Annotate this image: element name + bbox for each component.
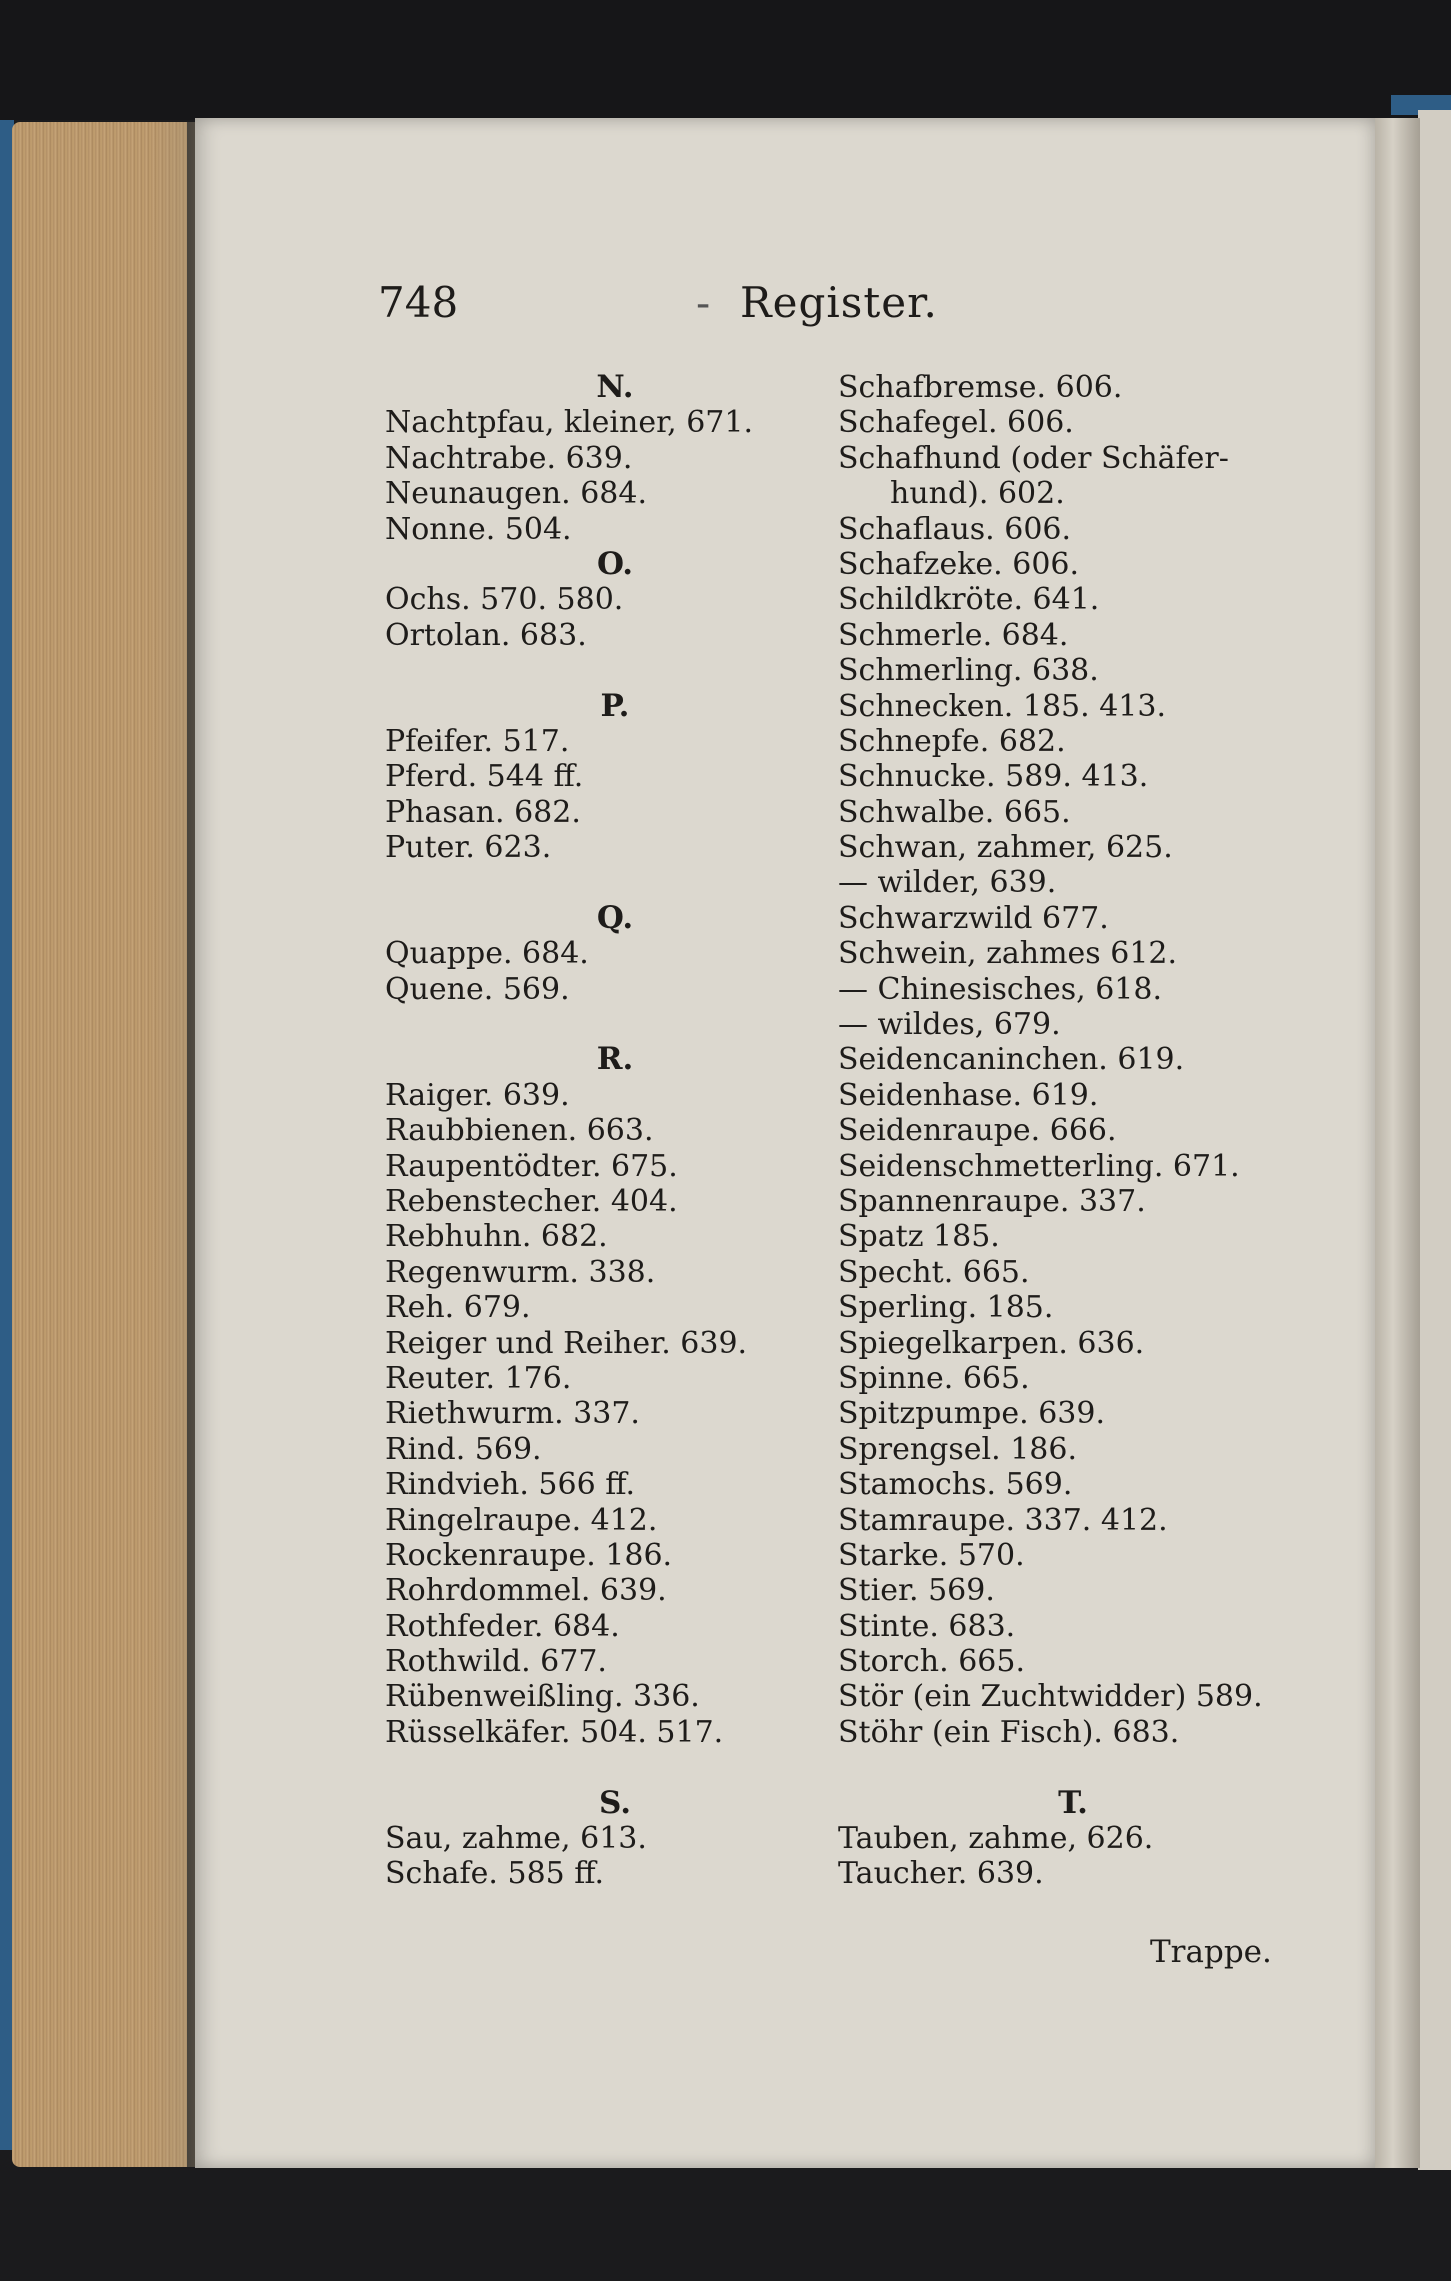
index-entry: Schaflaus. 606. xyxy=(838,511,1072,547)
index-entry: — wildes, 679. xyxy=(838,1007,1061,1043)
index-entry: Phasan. 682. xyxy=(385,794,581,830)
index-entry: Reiger und Reiher. 639. xyxy=(385,1325,748,1361)
index-entry: Spitzpumpe. 639. xyxy=(838,1396,1106,1432)
index-column-left xyxy=(385,370,805,1892)
index-entry: Rebenstecher. 404. xyxy=(385,1183,678,1219)
book-cover-top xyxy=(0,0,1451,120)
index-entry: Schafzeke. 606. xyxy=(838,546,1080,582)
index-entry: Schildkröte. 641. xyxy=(838,582,1100,618)
head-dash: - xyxy=(696,278,711,327)
letter-heading: R. xyxy=(596,1041,634,1078)
facing-page-edge xyxy=(1418,110,1451,2170)
blank-line xyxy=(385,653,805,688)
index-entry: Reh. 679. xyxy=(385,1290,531,1326)
blank-line xyxy=(385,1007,805,1042)
letter-heading: O. xyxy=(597,545,633,582)
index-entry: Seidenraupe. 666. xyxy=(838,1113,1117,1149)
catchword: Trappe. xyxy=(1150,1934,1272,1970)
index-entry: Schafegel. 606. xyxy=(838,405,1074,441)
index-entry: Nachtpfau, kleiner, 671. xyxy=(385,405,754,441)
blank-line xyxy=(838,1750,1308,1785)
index-entry: Schwalbe. 665. xyxy=(838,794,1071,830)
page-number: 748 xyxy=(378,278,459,327)
index-entry: Sau, zahme, 613. xyxy=(385,1821,647,1857)
index-entry: Stöhr (ein Fisch). 683. xyxy=(838,1714,1180,1750)
letter-heading: Q. xyxy=(596,899,634,936)
index-entry: Stier. 569. xyxy=(838,1573,995,1609)
page-title: Register. xyxy=(740,278,938,327)
index-entry: Schmerling. 638. xyxy=(838,653,1099,689)
index-entry: Schwein, zahmes 612. xyxy=(838,936,1178,972)
index-column-right xyxy=(838,370,1308,1892)
index-entry: Rohrdommel. 639. xyxy=(385,1573,667,1609)
index-entry: Ringelraupe. 412. xyxy=(385,1502,658,1538)
index-entry: Rind. 569. xyxy=(385,1431,542,1467)
blank-line xyxy=(385,1750,805,1785)
index-entry: — Chinesisches, 618. xyxy=(838,971,1163,1007)
index-entry: Ortolan. 683. xyxy=(385,617,587,653)
index-entry: Rebhuhn. 682. xyxy=(385,1219,608,1255)
index-entry: Neunaugen. 684. xyxy=(385,476,648,512)
index-entry: Reuter. 176. xyxy=(385,1360,572,1396)
index-entry: Rindvieh. 566 ff. xyxy=(385,1467,635,1503)
index-entry: Specht. 665. xyxy=(838,1254,1030,1290)
page-fold-shadow xyxy=(1375,118,1420,2168)
index-entry: Sperling. 185. xyxy=(838,1290,1054,1326)
index-entry: Schafbremse. 606. xyxy=(838,370,1123,405)
index-entry: Quappe. 684. xyxy=(385,936,589,972)
index-entry: Riethwurm. 337. xyxy=(385,1396,640,1432)
index-entry: Schwarzwild 677. xyxy=(838,900,1109,936)
index-entry: Schmerle. 684. xyxy=(838,617,1069,653)
index-entry: Taucher. 639. xyxy=(838,1856,1044,1892)
letter-heading: T. xyxy=(1058,1784,1088,1821)
index-entry: Seidenhase. 619. xyxy=(838,1077,1099,1113)
index-entry: Pfeifer. 517. xyxy=(385,723,570,759)
index-entry: Storch. 665. xyxy=(838,1644,1026,1680)
index-entry: Puter. 623. xyxy=(385,830,552,866)
running-head xyxy=(378,278,938,330)
index-entry: Regenwurm. 338. xyxy=(385,1254,656,1290)
index-entry: — wilder, 639. xyxy=(838,865,1057,901)
index-entry: Quene. 569. xyxy=(385,971,570,1007)
index-entry: Seidencaninchen. 619. xyxy=(838,1042,1185,1078)
index-entry: Schafe. 585 ff. xyxy=(385,1856,605,1892)
blank-line xyxy=(385,865,805,900)
index-entry: Pferd. 544 ff. xyxy=(385,759,584,795)
index-entry: Rüsselkäfer. 504. 517. xyxy=(385,1714,724,1750)
index-entry: Schnepfe. 682. xyxy=(838,723,1066,759)
index-entry: Raupentödter. 675. xyxy=(385,1148,678,1184)
index-entry: Stamraupe. 337. 412. xyxy=(838,1502,1168,1538)
index-entry: Nonne. 504. xyxy=(385,511,572,547)
index-entry: Spannenraupe. 337. xyxy=(838,1183,1146,1219)
index-entry: Schnecken. 185. 413. xyxy=(838,688,1167,724)
index-entry: Ochs. 570. 580. xyxy=(385,582,624,618)
letter-heading: N. xyxy=(596,369,634,405)
index-entry: Stinte. 683. xyxy=(838,1608,1016,1644)
index-entry: Schafhund (oder Schäfer- xyxy=(838,440,1229,476)
index-entry: Rockenraupe. 186. xyxy=(385,1537,673,1573)
index-entry: Stamochs. 569. xyxy=(838,1467,1073,1503)
index-entry: Rübenweißling. 336. xyxy=(385,1679,700,1715)
index-entry: Rothfeder. 684. xyxy=(385,1608,620,1644)
index-entry: Raiger. 639. xyxy=(385,1077,570,1113)
index-entry: Stör (ein Zuchtwidder) 589. xyxy=(838,1679,1263,1715)
index-entry: Spiegelkarpen. 636. xyxy=(838,1325,1145,1361)
index-entry: Rothwild. 677. xyxy=(385,1644,607,1680)
index-entry: Sprengsel. 186. xyxy=(838,1431,1077,1467)
index-entry: Starke. 570. xyxy=(838,1537,1025,1573)
index-entry: Nachtrabe. 639. xyxy=(385,440,633,476)
letter-heading: S. xyxy=(598,1784,632,1821)
index-entry: Raubbienen. 663. xyxy=(385,1113,654,1149)
letter-heading: P. xyxy=(600,687,630,724)
index-entry: Schnucke. 589. 413. xyxy=(838,759,1149,795)
index-entry: Seidenschmetterling. 671. xyxy=(838,1148,1240,1184)
index-entry: Spinne. 665. xyxy=(838,1360,1030,1396)
index-entry: Tauben, zahme, 626. xyxy=(838,1821,1154,1857)
index-entry-continuation: hund). 602. xyxy=(890,476,1065,512)
index-entry: Spatz 185. xyxy=(838,1219,1000,1255)
index-entry: Schwan, zahmer, 625. xyxy=(838,830,1173,866)
